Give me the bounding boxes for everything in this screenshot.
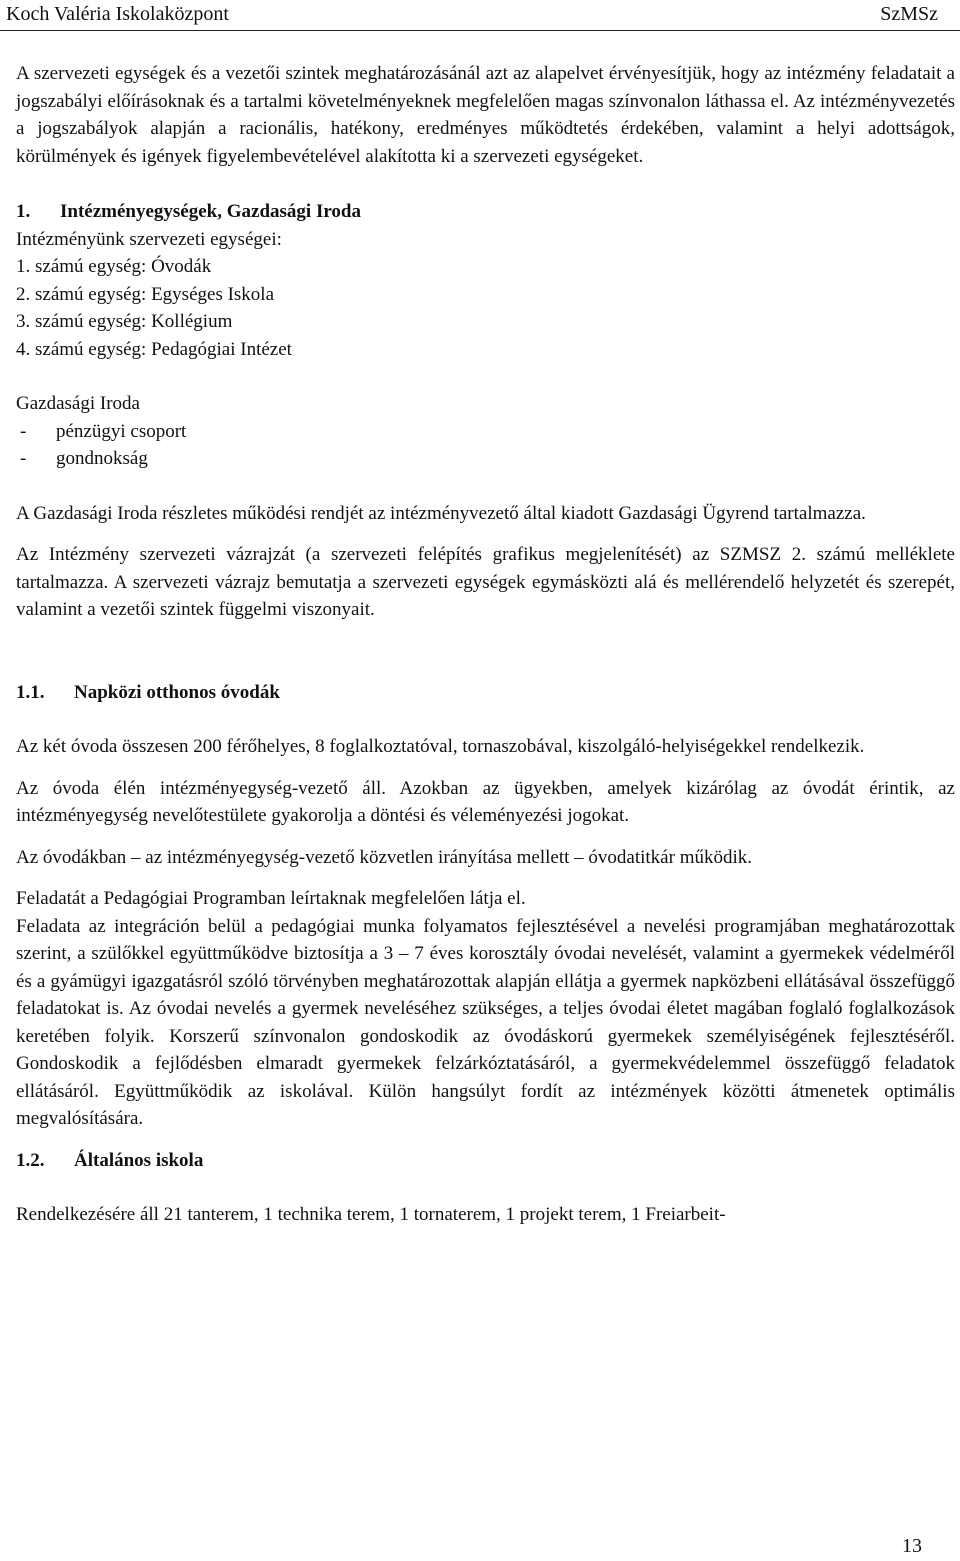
section-number: 1.	[16, 201, 31, 222]
list-item: 1. számú egység: Óvodák	[16, 256, 212, 277]
paragraph: Az óvodákban – az intézményegység-vezető közvetlen irányítása mellett – óvodatitkár működik.	[16, 846, 752, 868]
units-label: Intézményünk szervezeti egységei:	[16, 228, 282, 250]
units-list	[16, 253, 955, 363]
paragraph: Az óvoda élén intézményegység-vezető áll. Azokban az ügyekben, amelyek kizárólag az óvodát érintik, az intézményegység nevelőtestülete gyakorolja a döntési és véleményezési jogokat.	[16, 777, 955, 826]
section-number: 1.2.	[16, 1149, 45, 1171]
page-header	[0, 0, 960, 31]
section-1-2-heading	[16, 1147, 955, 1175]
section-title: Általános iskola	[74, 1149, 204, 1171]
paragraph: Feladatát a Pedagógiai Programban leírtaknak megfelelően látja el.	[16, 888, 526, 909]
header-doc-code: SzMSz	[880, 3, 938, 25]
list-item: - gondnokság	[20, 448, 148, 469]
paragraph: Az két óvoda összesen 200 férőhelyes, 8 foglalkoztatóval, tornaszobával, kiszolgáló-helyiségekkel rendelkezik.	[16, 736, 865, 757]
section-number: 1.1.	[16, 681, 45, 703]
section-title: Napközi otthonos óvodák	[74, 681, 280, 703]
paragraph: Rendelkezésére áll 21 tanterem, 1 technika terem, 1 tornaterem, 1 projekt terem, 1 Freiarbeit-	[16, 1204, 726, 1225]
intro-paragraph: A szervezeti egységek és a vezetői szintek meghatározásánál azt az alapelvet érvényesítjük, hogy az intézmény feladatait a jogszabályi előírásoknak és a tartalmi követelményeknek megfelelően magas színvonalon láthassa el. Az intézményvezetés a jogszabályok alapján a racionális, hatékony, eredményes működtetés érdekében, valamint a helyi adottságok, körülmények és igények figyelembevételével alakította ki a szervezeti egységeket.	[16, 63, 955, 167]
list-item: - pénzügyi csoport	[20, 420, 187, 442]
paragraph: Feladata az integráción belül a pedagógiai munka folyamatos fejlesztésével a nevelési programjában meghatározottak szerint, a szülőkkel együttműködve biztosítja a 3 – 7 éves korosztály óvodai nevelését, valamint a gyermekek védelméről és a gyámügyi igazgatásról szóló törvényben meghatározottak alapján ellátja a gyermek napközbeni ellátásával összefüggő feladatokat is. Az óvodai nevelés a gyermek neveléséhez szükséges, a teljes óvodai életet magában foglaló foglalkozások keretében folyik. Korszerű színvonalon gondoskodik az óvodáskorú gyermekek személyiségének fejlesztéséről. Gondoskodik a fejlődésben elmaradt gyermekek felzárkóztatásáról, a gyermekvédelemmel összefüggő feladatok ellátásáról. Együttműködik az iskolával. Külön hangsúlyt fordít az intézmények közötti átmenetek optimális megvalósítására.	[16, 915, 955, 1129]
header-institution: Koch Valéria Iskolaközpont	[6, 3, 229, 25]
list-item: 4. számú egység: Pedagógiai Intézet	[16, 338, 292, 360]
section-1-1-heading	[16, 679, 955, 707]
section-1-heading	[16, 198, 955, 226]
section-title: Intézményegységek, Gazdasági Iroda	[60, 201, 361, 222]
structure-paragraph: Az Intézmény szervezeti vázrajzát (a szervezeti felépítés grafikus megjelenítését) az SZMSZ 2. számú melléklete tartalmazza. A szervezeti vázrajz bemutatja a szervezeti egységek egymásközti alá és mellérendelő helyzetét és szerepét, valamint a vezetői szintek függelmi viszonyait.	[16, 544, 955, 620]
office-paragraph: A Gazdasági Iroda részletes működési rendjét az intézményvezető által kiadott Gazdasági Ügyrend tartalmazza.	[16, 502, 866, 524]
list-item: 2. számú egység: Egységes Iskola	[16, 283, 275, 305]
office-list	[16, 418, 955, 473]
page-number: 13	[902, 1535, 922, 1557]
document-body	[16, 60, 955, 1229]
list-item: 3. számú egység: Kollégium	[16, 311, 233, 332]
office-label: Gazdasági Iroda	[16, 393, 140, 414]
